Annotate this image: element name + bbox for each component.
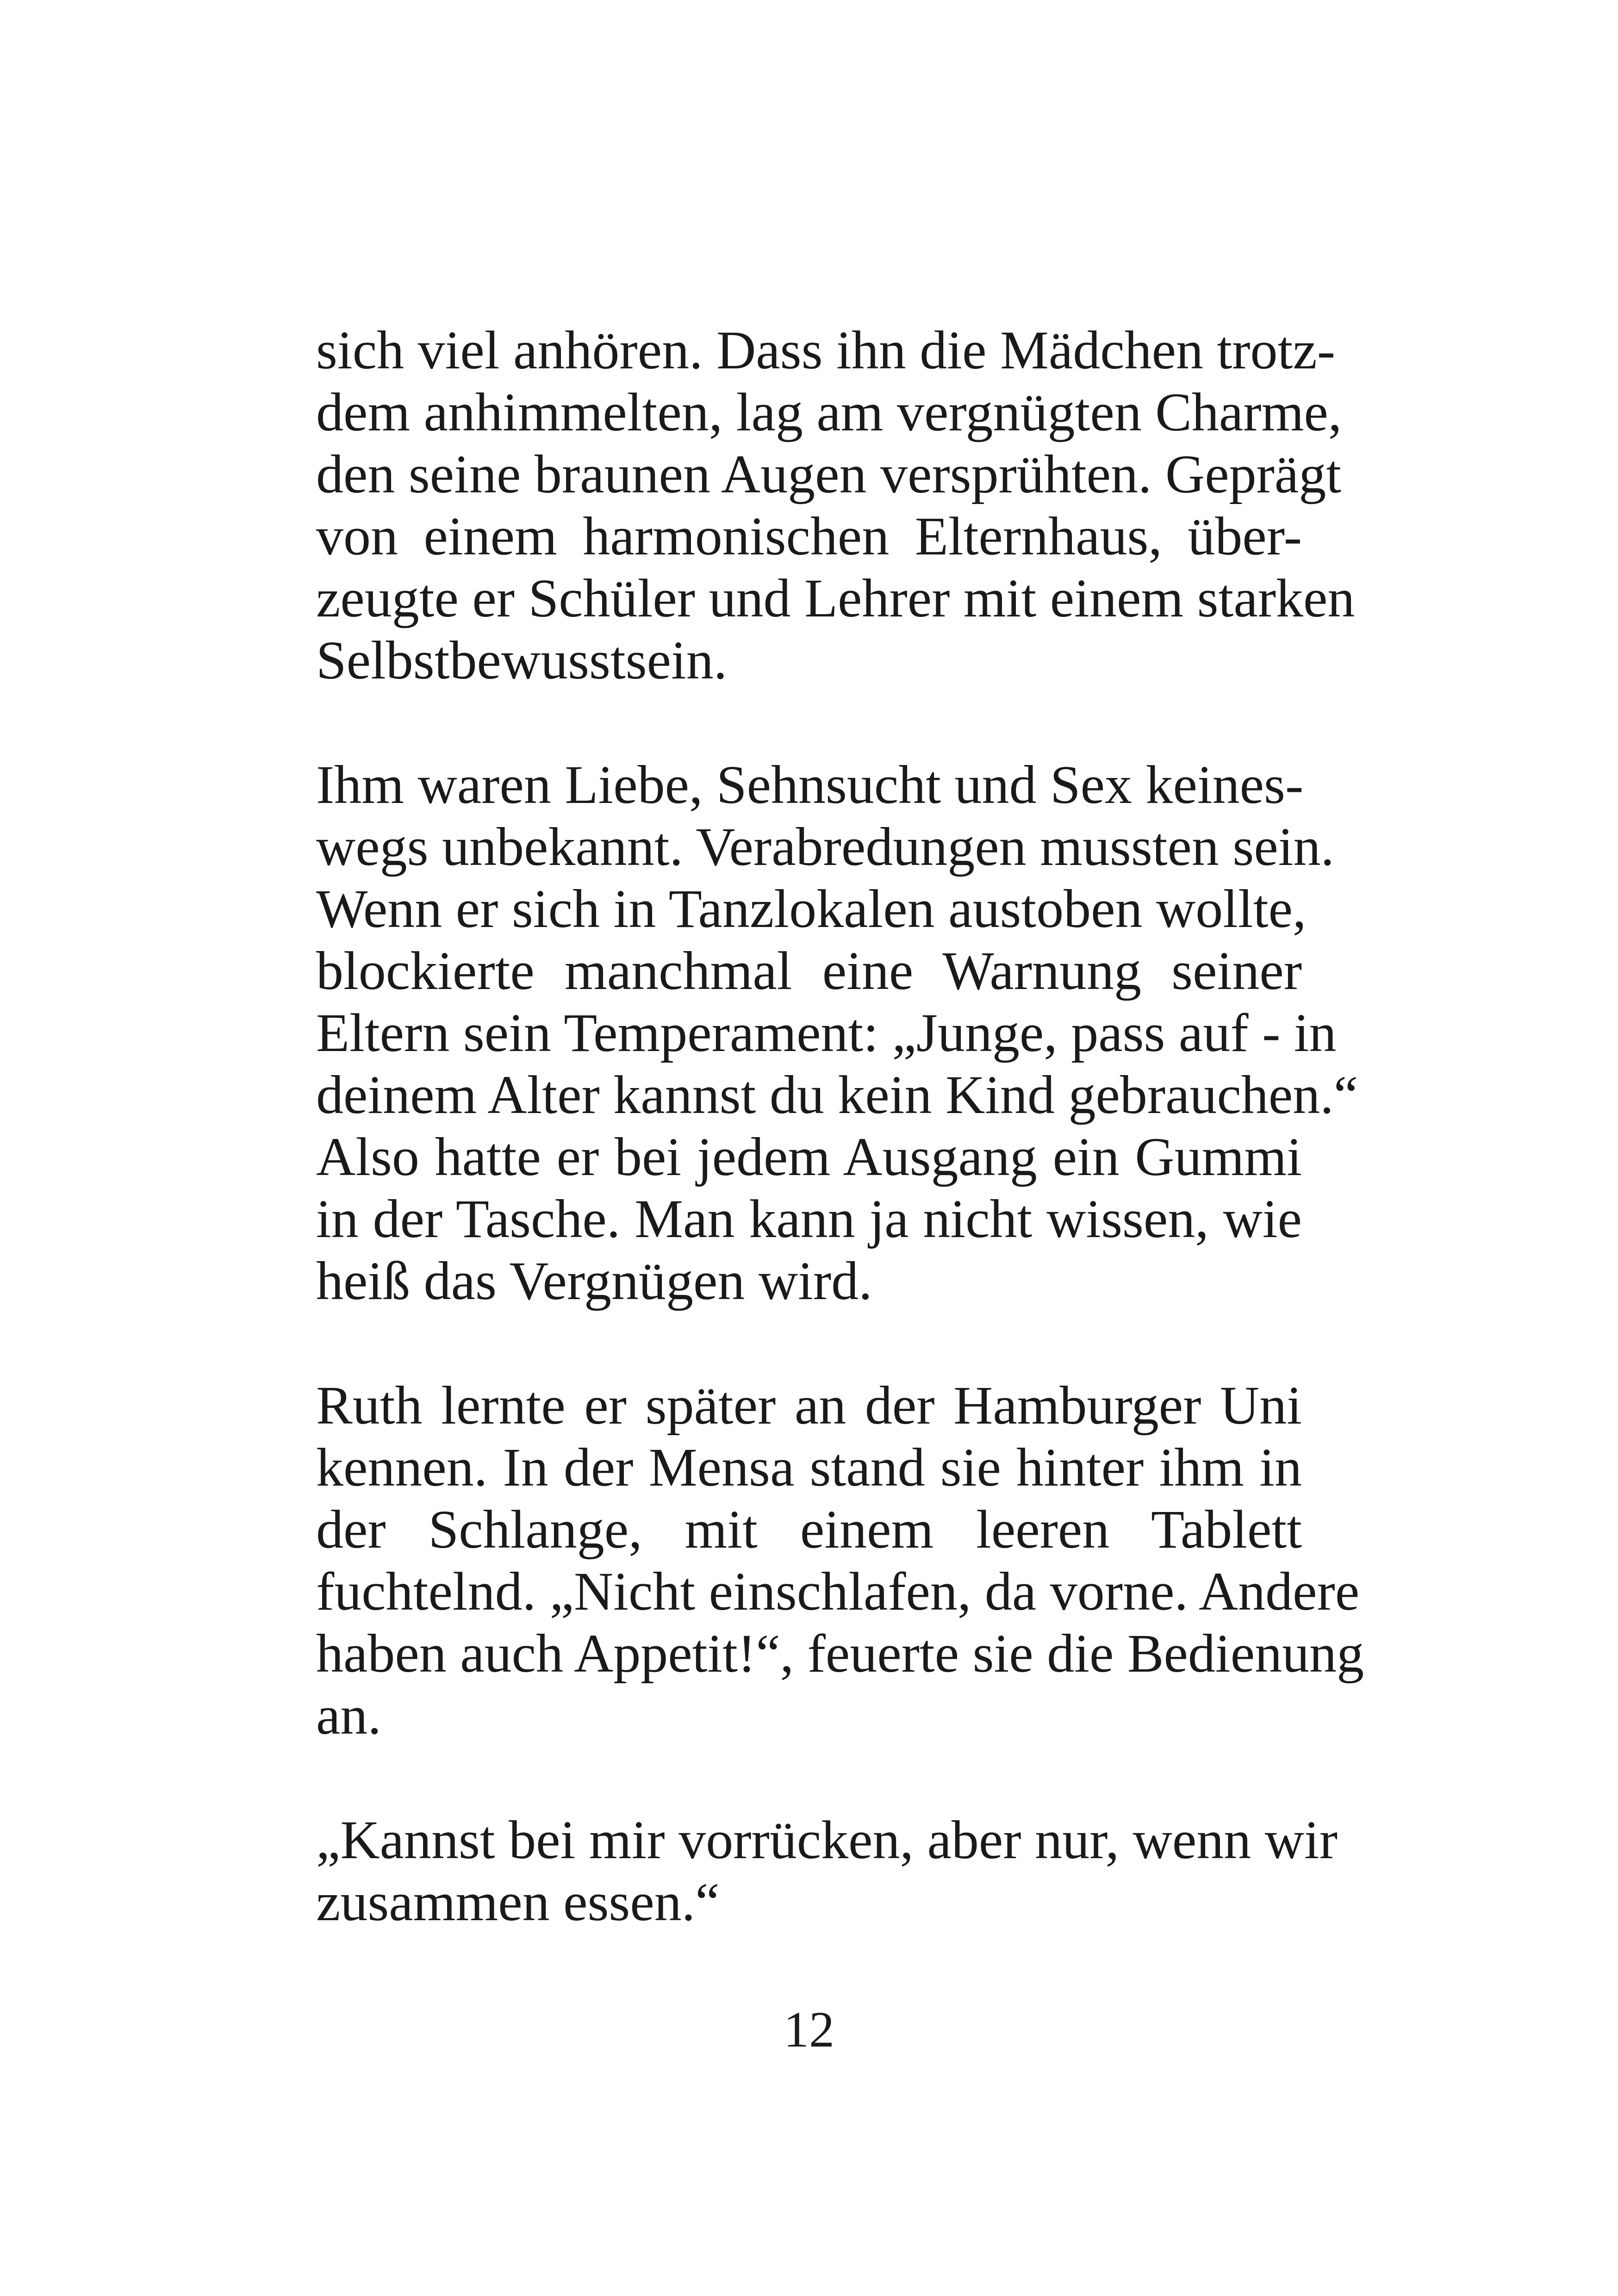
text-line: Eltern sein Temperament: „Junge, pass auf - in [316, 1002, 1337, 1063]
text-line: Selbstbewusstsein. [316, 630, 728, 691]
text-line: deinem Alter kannst du kein Kind gebrauchen.“ [316, 1064, 1358, 1125]
paragraph-4 [316, 1809, 1338, 1933]
text-line: Wenn er sich in Tanzlokalen austoben wollte, [316, 878, 1307, 939]
text-line: kennen. In der Mensa stand sie hinter ihm in [316, 1437, 1302, 1498]
paragraph-3 [316, 1375, 1364, 1747]
text-line: heiß das Vergnügen wird. [316, 1251, 872, 1311]
text-line: blockierte manchmal eine Warnung seiner [316, 940, 1302, 1001]
text-line: Also hatte er bei jedem Ausgang ein Gummi [316, 1126, 1302, 1187]
text-line: der Schlange, mit einem leeren Tablett [316, 1499, 1302, 1560]
text-line: dem anhimmelten, lag am vergnügten Charme, [316, 382, 1342, 442]
text-line: haben auch Appetit!“, feuerte sie die Bedienung [316, 1623, 1364, 1684]
text-line: an. [316, 1685, 381, 1746]
text-line: wegs unbekannt. Verabredungen mussten sein. [316, 816, 1334, 877]
text-line: fuchtelnd. „Nicht einschlafen, da vorne. Andere [316, 1561, 1360, 1622]
text-line: zusammen essen.“ [316, 1872, 720, 1932]
text-line: Ihm waren Liebe, Sehnsucht und Sex keines- [316, 754, 1304, 815]
body-text [316, 319, 1364, 1996]
text-line: zeugte er Schüler und Lehrer mit einem starken [316, 568, 1355, 628]
paragraph-2 [316, 754, 1358, 1312]
text-line: in der Tasche. Man kann ja nicht wissen, wie [316, 1188, 1302, 1249]
page-number: 12 [784, 2001, 834, 2058]
paragraph-1 [316, 319, 1355, 691]
text-line: Ruth lernte er später an der Hamburger Uni [316, 1375, 1302, 1436]
text-line: „Kannst bei mir vorrücken, aber nur, wenn wir [316, 1810, 1338, 1870]
text-line: sich viel anhören. Dass ihn die Mädchen trotz- [316, 320, 1336, 380]
text-line: den seine braunen Augen versprühten. Geprägt [316, 444, 1342, 504]
text-line: von einem harmonischen Elternhaus, über- [316, 506, 1302, 566]
